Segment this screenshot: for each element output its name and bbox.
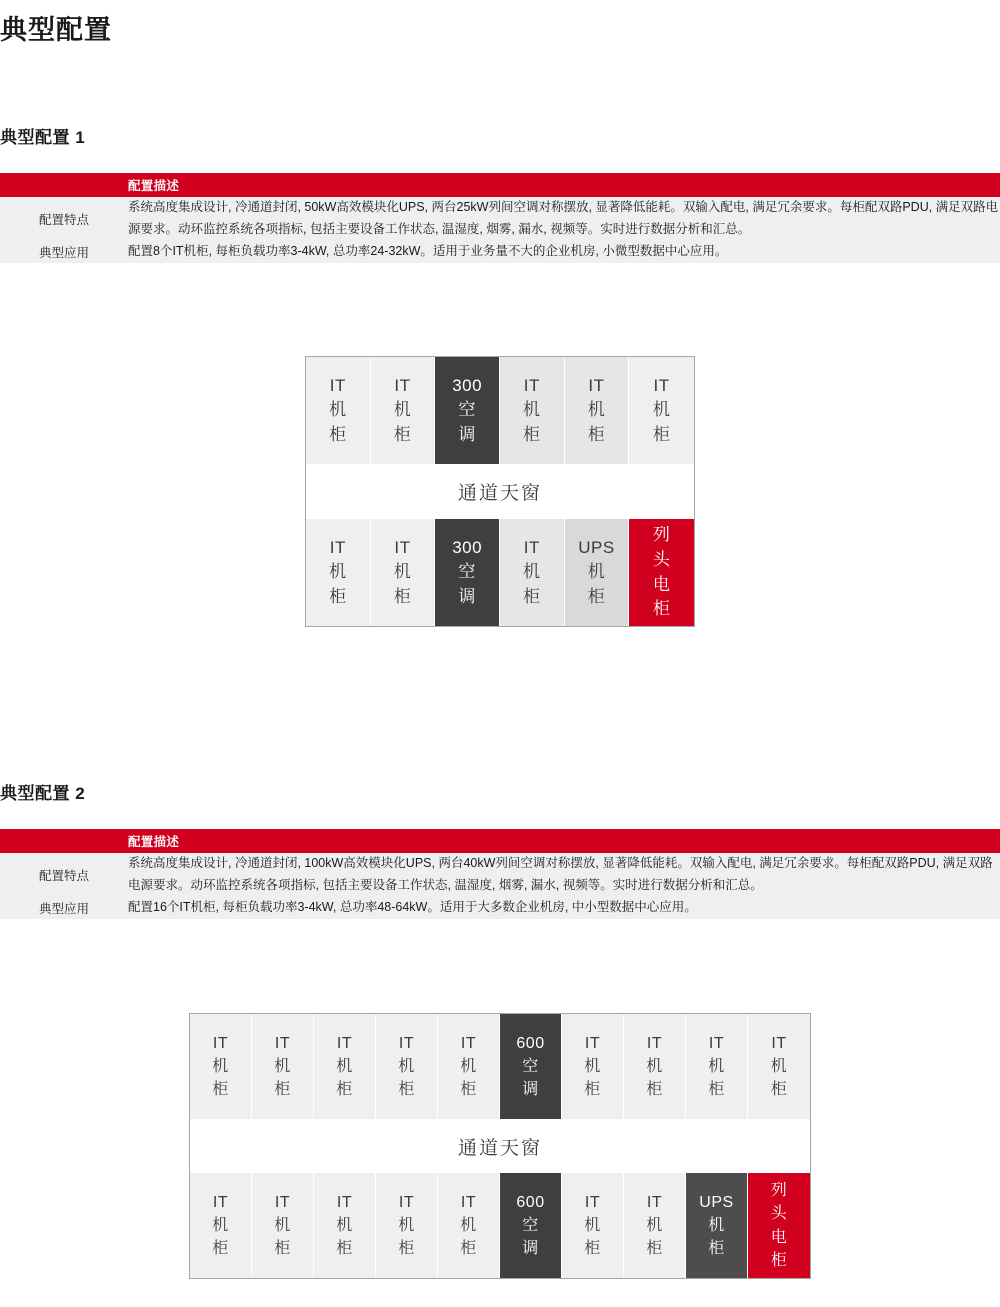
rack-label-line: IT [523, 375, 540, 395]
rack-label-line: 300 [452, 375, 483, 395]
rack-label-line: IT [398, 1034, 415, 1052]
rack-label-line: 头 [770, 1205, 788, 1223]
diagram-2-bottom-rack-9 [686, 1173, 748, 1278]
rack-label-line: 柜 [329, 424, 347, 444]
rack-label-line: IT [771, 1034, 787, 1052]
rack-label-line: 柜 [523, 424, 541, 444]
rack-label-line: 机 [393, 400, 412, 420]
rack-label-line: IT [274, 1193, 291, 1211]
rack-label-line: IT [336, 1193, 353, 1211]
rack-label-line: IT [460, 1034, 477, 1052]
table-header-row [0, 173, 1000, 197]
rack-label-line: 机 [523, 562, 541, 582]
row-text-application: 配置8个IT机柜, 每柜负载功率3-4kW, 总功率24-32kW。适用于业务量不大的企业机房, 小微型数据中心应用。 [128, 241, 1000, 263]
rack-label-line: 300 [452, 537, 483, 557]
rack-label-line: 柜 [398, 1081, 415, 1099]
diagram-2-top-rack-8 [624, 1014, 686, 1119]
rack-label-line: 机 [584, 1057, 601, 1075]
rack-label-line: 机 [274, 1216, 291, 1234]
rack-label-line: 机 [708, 1216, 725, 1234]
rack-label-line: 柜 [584, 1240, 601, 1258]
rack-label-line: 柜 [587, 586, 606, 606]
diagram-1-bottom-rack-1 [306, 519, 371, 626]
rack-label-line: 机 [398, 1216, 415, 1234]
diagram-2-corridor: 通道天窗 [190, 1119, 810, 1173]
rack-label-line: UPS [578, 537, 615, 557]
table-row [0, 853, 1000, 897]
rack-label-line: 空 [458, 562, 476, 582]
diagram-1-top-rack-5 [565, 357, 630, 464]
rack-label-line: 柜 [212, 1240, 229, 1258]
diagram-2-top-rack-1 [190, 1014, 252, 1119]
rack-label-line: 柜 [708, 1240, 725, 1258]
rack-label-line: 机 [398, 1057, 415, 1075]
rack-label-line: IT [212, 1193, 229, 1211]
rack-label-line: UPS [699, 1193, 734, 1211]
diagram-1-top-rack-2 [371, 357, 436, 464]
rack-label-line: 空 [522, 1057, 539, 1075]
diagram-2-bottom-rack-2 [252, 1173, 314, 1278]
config-table-2 [0, 829, 1000, 919]
rack-label-line: IT [708, 1034, 725, 1052]
table-header-description: 配置描述 [128, 829, 1000, 853]
rack-label-line: IT [274, 1034, 291, 1052]
section-title-2: 典型配置 2 [0, 784, 86, 803]
rack-label-line: 电 [770, 1228, 788, 1246]
rack-label-line: 调 [522, 1240, 539, 1258]
diagram-2-top-rack-2 [252, 1014, 314, 1119]
rack-label-line: 柜 [329, 586, 347, 606]
rack-label-line: 机 [770, 1057, 788, 1075]
rack-label-line: IT [584, 1193, 601, 1211]
rack-label-line: 机 [274, 1057, 291, 1075]
diagram-2-bottom-rack-8 [624, 1173, 686, 1278]
rack-label-line: 机 [212, 1057, 229, 1075]
rack-label-line: 电 [652, 574, 671, 594]
table-row [0, 897, 1000, 919]
layout-diagram-2 [189, 1013, 811, 1279]
diagram-2-top-row [190, 1014, 810, 1119]
diagram-1-top-rack-1 [306, 357, 371, 464]
rack-label-line: 柜 [770, 1081, 788, 1099]
diagram-1-bottom-row [306, 519, 694, 626]
rack-label-line: IT [460, 1193, 477, 1211]
rack-label-line: 机 [584, 1216, 601, 1234]
rack-label-line: 柜 [646, 1081, 663, 1099]
section-title-1: 典型配置 1 [0, 128, 86, 147]
row-label-features: 配置特点 [0, 197, 128, 241]
row-label-features: 配置特点 [0, 853, 128, 897]
rack-label-line: IT [329, 537, 346, 557]
rack-label-line: 机 [329, 400, 347, 420]
rack-label-line: 调 [522, 1081, 539, 1099]
rack-label-line: 柜 [336, 1081, 353, 1099]
diagram-1-top-rack-3 [435, 357, 500, 464]
config-table-1 [0, 173, 1000, 263]
rack-label-line: 机 [336, 1216, 353, 1234]
rack-label-line: 调 [458, 586, 476, 606]
diagram-2-bottom-rack-6 [500, 1173, 562, 1278]
rack-label-line: 机 [460, 1057, 477, 1075]
rack-label-line: IT [653, 375, 670, 395]
rack-label-line: 柜 [460, 1081, 477, 1099]
rack-label-line: IT [588, 375, 605, 395]
rack-label-line: 柜 [336, 1240, 353, 1258]
rack-label-line: 机 [460, 1216, 477, 1234]
rack-label-line: 柜 [212, 1081, 229, 1099]
diagram-2-top-rack-7 [562, 1014, 624, 1119]
diagram-1-top-rack-6 [629, 357, 694, 464]
diagram-2-top-rack-9 [686, 1014, 748, 1119]
rack-label-line: IT [336, 1034, 353, 1052]
rack-label-line: 调 [458, 424, 476, 444]
rack-label-line: IT [584, 1034, 601, 1052]
diagram-1-top-rack-4 [500, 357, 565, 464]
row-text-features: 系统高度集成设计, 冷通道封闭, 50kW高效模块化UPS, 两台25kW列间空调对称摆放, 显著降低能耗。双输入配电, 满足冗余要求。每柜配双路PDU, 满足双路电源要求。动环监控系统各项指标, 包括主要设备工作状态, 温湿度, 烟雾, 漏水, 视频等。实时进行数据分析和汇总。 [128, 197, 1000, 241]
rack-label-line: 柜 [587, 424, 606, 444]
rack-label-line: 机 [212, 1216, 229, 1234]
row-text-features: 系统高度集成设计, 冷通道封闭, 100kW高效模块化UPS, 两台40kW列间空调对称摆放, 显著降低能耗。双输入配电, 满足冗余要求。每柜配双路PDU, 满足双路电源要求。动环监控系统各项指标, 包括主要设备工作状态, 温湿度, 烟雾, 漏水, 视频等。实时进行数据分析和汇总。 [128, 853, 1000, 897]
table-header-description: 配置描述 [128, 173, 1000, 197]
diagram-1-bottom-rack-4 [500, 519, 565, 626]
rack-label-line: 空 [522, 1216, 539, 1234]
rack-label-line: 机 [587, 562, 606, 582]
rack-label-line: 机 [646, 1216, 663, 1234]
rack-label-line: 柜 [274, 1081, 291, 1099]
diagram-1-top-row [306, 357, 694, 464]
row-label-application: 典型应用 [0, 241, 128, 263]
diagram-1-bottom-rack-3 [435, 519, 500, 626]
rack-label-line: 机 [329, 562, 347, 582]
rack-label-line: 600 [516, 1034, 545, 1052]
diagram-2-bottom-rack-7 [562, 1173, 624, 1278]
rack-label-line: 柜 [274, 1240, 291, 1258]
rack-label-line: 600 [516, 1193, 545, 1211]
rack-label-line: 机 [523, 400, 541, 420]
rack-label-line: 柜 [393, 586, 412, 606]
rack-label-line: 列 [770, 1182, 788, 1200]
rack-label-line: 柜 [770, 1251, 788, 1269]
table-row [0, 197, 1000, 241]
diagram-1-corridor: 通道天窗 [306, 464, 694, 519]
rack-label-line: 机 [646, 1057, 663, 1075]
diagram-2-top-rack-4 [376, 1014, 438, 1119]
rack-label-line: 柜 [523, 586, 541, 606]
rack-label-line: 柜 [708, 1081, 725, 1099]
diagram-1-bottom-rack-5 [565, 519, 630, 626]
rack-label-line: 机 [587, 400, 606, 420]
diagram-2-bottom-rack-5 [438, 1173, 500, 1278]
rack-label-line: 机 [708, 1057, 725, 1075]
rack-label-line: 机 [393, 562, 412, 582]
rack-label-line: IT [398, 1193, 415, 1211]
rack-label-line: IT [646, 1034, 663, 1052]
rack-label-line: 柜 [652, 599, 671, 619]
rack-label-line: 柜 [460, 1240, 477, 1258]
diagram-2-bottom-rack-4 [376, 1173, 438, 1278]
diagram-2-top-rack-3 [314, 1014, 376, 1119]
page-title: 典型配置 [0, 15, 112, 45]
diagram-1-bottom-rack-6 [629, 519, 694, 626]
diagram-2-bottom-row [190, 1173, 810, 1278]
diagram-1-bottom-rack-2 [371, 519, 436, 626]
diagram-2-bottom-rack-3 [314, 1173, 376, 1278]
rack-label-line: IT [523, 537, 540, 557]
rack-label-line: IT [394, 375, 411, 395]
table-row [0, 241, 1000, 263]
rack-label-line: 柜 [584, 1081, 601, 1099]
rack-label-line: 机 [652, 400, 671, 420]
diagram-2-top-rack-6 [500, 1014, 562, 1119]
diagram-2-bottom-rack-1 [190, 1173, 252, 1278]
table-header-blank [0, 173, 128, 197]
diagram-2-bottom-rack-10 [748, 1173, 810, 1278]
rack-label-line: IT [329, 375, 346, 395]
layout-diagram-1 [305, 356, 695, 627]
row-text-application: 配置16个IT机柜, 每柜负载功率3-4kW, 总功率48-64kW。适用于大多数企业机房, 中小型数据中心应用。 [128, 897, 1000, 919]
row-label-application: 典型应用 [0, 897, 128, 919]
rack-label-line: 柜 [393, 424, 412, 444]
rack-label-line: 柜 [652, 424, 671, 444]
rack-label-line: IT [394, 537, 411, 557]
diagram-2-top-rack-5 [438, 1014, 500, 1119]
table-header-row [0, 829, 1000, 853]
rack-label-line: 头 [652, 549, 671, 569]
diagram-2-top-rack-10 [748, 1014, 810, 1119]
rack-label-line: IT [646, 1193, 663, 1211]
rack-label-line: 列 [652, 525, 671, 545]
rack-label-line: 柜 [646, 1240, 663, 1258]
table-header-blank [0, 829, 128, 853]
rack-label-line: 柜 [398, 1240, 415, 1258]
rack-label-line: 机 [336, 1057, 353, 1075]
rack-label-line: IT [212, 1034, 229, 1052]
rack-label-line: 空 [458, 400, 476, 420]
